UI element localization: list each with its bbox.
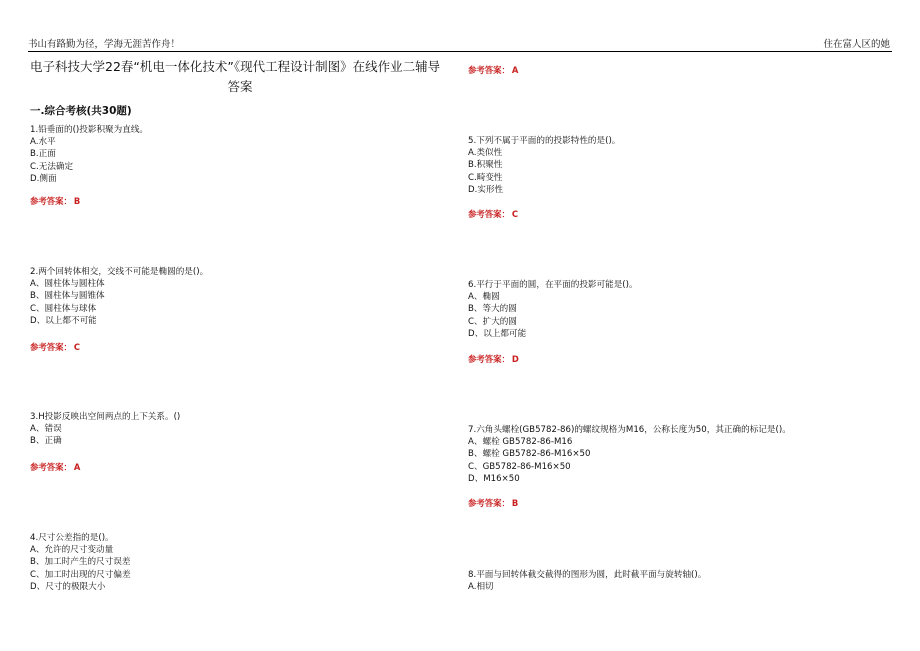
option-d: D、以上都不可能 [30, 315, 97, 326]
answer-label: 参考答案： [468, 209, 510, 219]
question-2 [30, 266, 208, 327]
answer-value: B [73, 196, 81, 206]
answer-value: B [511, 498, 519, 508]
answer-value: A [511, 65, 519, 75]
option-a: A.类似性 [468, 148, 503, 159]
option-a: A.相切 [468, 582, 494, 593]
option-d: D.侧面 [30, 173, 57, 184]
answer-value: C [73, 342, 81, 352]
answer-6 [468, 353, 519, 365]
option-b: B、正确 [30, 436, 62, 447]
option-d: D、以上都可能 [468, 328, 527, 339]
option-c: C、圆柱体与球体 [30, 303, 97, 314]
answer-value: A [73, 462, 81, 472]
option-d: D.实形性 [468, 184, 504, 195]
option-b: B、等大的圆 [468, 304, 517, 315]
option-a: A、椭圆 [468, 292, 500, 303]
option-a: A、错误 [30, 424, 62, 435]
answer-label: 参考答案： [30, 462, 72, 472]
option-b: B.正面 [30, 149, 56, 160]
question-4 [30, 532, 131, 593]
question-stem: 7.六角头螺栓(GB5782-86)的螺纹规格为M16，公称长度为50，其正确的标记是()。 [468, 425, 791, 435]
answer-label: 参考答案： [30, 342, 72, 352]
question-stem: 4.尺寸公差指的是()。 [30, 533, 114, 543]
question-8 [468, 569, 706, 593]
question-stem: 5.下列不属于平面的的投影特性的是()。 [468, 136, 621, 146]
answer-1 [30, 195, 80, 207]
answer-label: 参考答案： [30, 196, 72, 206]
question-3 [30, 411, 180, 448]
option-a: A、螺栓 GB5782-86-M16 [468, 437, 573, 448]
answer-5 [468, 208, 518, 220]
option-c: C.畸变性 [468, 172, 503, 183]
answer-label: 参考答案： [468, 65, 510, 75]
question-stem: 3.H投影反映出空间两点的上下关系。() [30, 412, 181, 422]
option-c: C、加工时出现的尺寸偏差 [30, 569, 131, 580]
answer-value: C [511, 209, 519, 219]
header-left-motto: 书山有路勤为径，学海无涯苦作舟！ [28, 39, 181, 50]
section-title: 一.综合考核(共30题) [30, 105, 132, 117]
question-stem: 8.平面与回转体截交截得的图形为圆，此时截平面与旋转轴()。 [468, 570, 707, 580]
question-5 [468, 135, 620, 196]
question-stem: 1.铅垂面的()投影积聚为直线。 [30, 125, 149, 135]
option-a: A.水平 [30, 137, 56, 148]
answer-3 [30, 461, 80, 473]
option-c: C、GB5782-86-M16×50 [468, 461, 571, 472]
option-a: A、圆柱体与圆柱体 [30, 279, 105, 290]
answer-label: 参考答案： [468, 354, 510, 364]
answer-label: 参考答案： [468, 498, 510, 508]
question-7 [468, 424, 791, 485]
question-6 [468, 279, 638, 340]
option-d: D、M16×50 [468, 473, 520, 484]
title-line-2: 答案 [227, 79, 253, 94]
question-stem: 6.平行于平面的圆，在平面的投影可能是()。 [468, 280, 638, 290]
option-c: C、扩大的圆 [468, 316, 517, 327]
answer-7 [468, 497, 518, 509]
option-b: B、加工时产生的尺寸误差 [30, 557, 131, 568]
option-b: B、螺栓 GB5782-86-M16×50 [468, 449, 591, 460]
answer-4 [468, 64, 518, 76]
answer-2 [30, 341, 80, 353]
header-right-text: 住在富人区的她 [823, 39, 890, 50]
option-b: B.积聚性 [468, 160, 503, 171]
header-divider [28, 51, 892, 52]
question-1 [30, 124, 148, 185]
title-line-1: 电子科技大学22春“机电一体化技术”《现代工程设计制图》在线作业二辅导 [30, 59, 441, 74]
option-b: B、圆柱体与圆锥体 [30, 291, 105, 302]
option-a: A、允许的尺寸变动量 [30, 545, 114, 556]
option-d: D、尺寸的极限大小 [30, 581, 106, 592]
answer-value: D [511, 354, 519, 364]
document-title [30, 57, 450, 97]
question-stem: 2.两个回转体相交，交线不可能是椭圆的是()。 [30, 267, 209, 277]
option-c: C.无法确定 [30, 161, 74, 172]
